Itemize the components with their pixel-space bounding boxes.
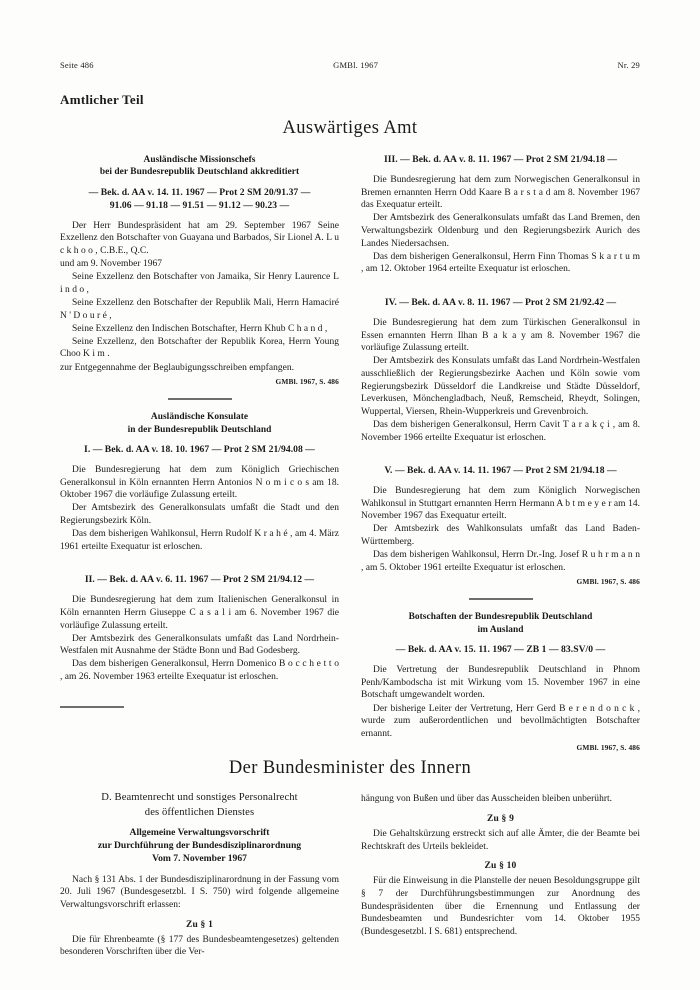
heading-konsulate [60, 411, 339, 436]
paragraph: Der Amtsbezirk des Konsulats umfaßt das Land Nordrhein-Westfalen ausschließlich der Regierungsbezirke Aachen und Köln sowie vom Regierungsbezirk Düsseldorf die Landkreise und Städte Düsseldorf, Leverkusen, Mönchengladbach, Neuß, Remscheid, Rheydt, Solingen, Wuppertal, Viersen, Rhein-Wupperkreis und Grevenbroich. [361, 356, 640, 417]
subject-heading-line1: D. Beamtenrecht und sonstiges Personalrecht [101, 792, 298, 804]
paragraph: Die Vertretung der Bundesrepublik Deutschland in Phnom Penh/Kambodscha ist mit Wirkung vom 15. November 1967 in eine Botschaft umgewandelt worden. [361, 665, 640, 701]
paragraph: zur Entgegennahme der Beglaubigungsschreiben empfangen. [60, 362, 295, 373]
two-column-layout-lower [60, 791, 640, 958]
source-attribution: GMBl. 1967, S. 486 [576, 743, 640, 753]
paragraph: Der Amtsbezirk des Wahlkonsulats umfaßt das Land Baden-Württemberg. [361, 524, 640, 548]
organization-title-auswaertiges-amt: Auswärtiges Amt [282, 118, 418, 138]
heading-konsulate-line2: in der Bundesrepublik Deutschland [127, 424, 272, 435]
paragraph: Der Amtsbezirk des Generalkonsulats umfaßt das Land Bremen, den Verwaltungsbezirk Oldenburg und den Regierungsbezirk Aurich des Landes Niedersachsen. [361, 213, 640, 249]
paragraph: Die für Ehrenbeamte (§ 177 des Bundesbeamtengesetzes) geltenden besonderen Vorschriften über die Ver- [60, 934, 339, 958]
paragraph-marker-1: Zu § 1 [185, 919, 214, 930]
heading-missionschefs-line1: Ausländische Missionschefs [143, 155, 256, 165]
paragraph: Die Bundesregierung hat dem zum Türkischen Generalkonsul in Essen ernannten Herrn Ilhan B a k a y am 8. November 1967 die vorläufige Zulassung erteilt. [361, 317, 640, 354]
heading-missionschefs-line2: bei der Bundesrepublik Deutschland akkreditiert [99, 167, 300, 178]
regulation-title-line2: zur Durchführung der Bundesdisziplinarordnung [97, 839, 302, 851]
heading-botschaften [361, 611, 640, 636]
bek-line2: 91.06 — 91.18 — 91.51 — 91.12 — 90.23 — [109, 199, 290, 211]
paragraph: Der Amtsbezirk des Generalkonsulats umfaßt das Land Nordrhein-Westfalen mit Ausnahme der Städte Bonn und Bad Godesberg. [60, 633, 339, 657]
paragraph: Die Bundesregierung hat dem zum Norwegischen Generalkonsul in Bremen ernannten Herrn Odd Kaare B a r s t a d am 8. November 1967 das Exequatur erteilt. [361, 174, 640, 211]
bek-reference-item-3: III. — Bek. d. AA v. 8. 11. 1967 — Prot 2 SM 21/94.18 — [383, 154, 618, 165]
regulation-title-line1: Allgemeine Verwaltungsvorschrift [129, 826, 270, 838]
left-column-upper [60, 145, 339, 712]
paragraph-marker-10: Zu § 10 [484, 861, 517, 872]
spacer [361, 444, 640, 457]
paragraph: Der bisherige Leiter der Vertretung, Herr Gerd B e r e n d o n c k , wurde zum außerordentlichen und bevollmächtigten Botschafter ernannt. [361, 703, 640, 739]
paragraph: und am 9. November 1967 [60, 259, 163, 270]
regulation-title [60, 827, 339, 866]
paragraph: Der Herr Bundespräsident hat am 29. September 1967 Seine Exzellenz den Botschafter von Guayana und Barbados, Sir Lionel A. L u c k h o o , C.B.E., Q.C. [60, 220, 339, 256]
section-divider-rule [168, 398, 232, 400]
paragraph: Die Bundesregierung hat dem zum Italienischen Generalkonsul in Köln ernannten Herrn Giuseppe C a s a l i am 6. November 1967 die vorläufige Zulassung erteilt. [60, 595, 339, 631]
page-content-area [60, 0, 640, 990]
gazette-title-center: GMBl. 1967 [333, 60, 379, 70]
bek-reference-item-5: V. — Bek. d. AA v. 14. 11. 1967 — Prot 2 SM 21/94.18 — [384, 465, 617, 477]
bek-reference-item-4: IV. — Bek. d. AA v. 8. 11. 1967 — Prot 2 SM 21/92.42 — [384, 296, 617, 308]
bek-reference-missionschefs [60, 187, 339, 213]
paragraph: Die Bundesregierung hat dem zum Königlich Norwegischen Wahlkonsul in Stuttgart ernannten Herrn Hermann A b t m e y e r am 14. November 1967 das Exequatur erteilt. [361, 486, 640, 522]
organization-title-bundesminister-innern: Der Bundesminister des Innern [228, 758, 472, 779]
page-number-left: Seite 486 [60, 60, 94, 70]
issue-number-right: Nr. 29 [617, 60, 640, 70]
heading-botschaften-line1: Botschaften der Bundesrepublik Deutschland [408, 612, 593, 623]
paragraph: Seine Exzellenz den Botschafter der Republik Mali, Herrn Hamaciré N ' D o u r é , [60, 297, 339, 321]
bek-line1: — Bek. d. AA v. 14. 11. 1967 — Prot 2 SM 20/91.37 — [88, 186, 311, 198]
paragraph: Der Amtsbezirk des Generalkonsulats umfaßt die Stadt und den Regierungsbezirk Köln. [60, 503, 339, 526]
subject-heading-line2: des öffentlichen Dienstes [144, 806, 255, 818]
paragraph: hängung von Bußen und über das Ausscheiden bleiben unberührt. [361, 794, 613, 805]
section-divider-rule [469, 598, 533, 600]
two-column-layout-upper [60, 145, 640, 752]
column-end-divider-rule [60, 706, 124, 708]
right-column-upper [361, 145, 640, 752]
paragraph: Für die Einweisung in die Planstelle der neuen Besoldungsgruppe gilt § 7 der Durchführungsbestimmungen zur Anordnung des Bundespräsidenten über die Ernennung und Entlassung der Bundesbeamten und Bundesrichter vom 14. Oktober 1955 (Bundesgesetzbl. I S. 681) entsprechend. [361, 876, 640, 937]
right-column-lower [361, 791, 640, 938]
spacer [60, 553, 339, 566]
running-head [60, 0, 640, 70]
paragraph: Die Bundesregierung hat dem zum Königlich Griechischen Generalkonsul in Köln ernannten Herrn Antonios N o m i c o s am 18. Oktober 1967 die vorläufige Zulassung erteilt. [60, 464, 339, 501]
regulation-date: Vom 7. November 1967 [152, 852, 247, 864]
source-attribution: GMBl. 1967, S. 486 [576, 577, 640, 587]
paragraph: Das dem bisherigen Wahlkonsul, Herrn Dr.-Ing. Josef R u h r m a n n , am 5. Oktober 1961 erteilte Exequatur ist erloschen. [361, 550, 640, 573]
paragraph: Seine Exzellenz, den Botschafter der Republik Korea, Herrn Young Choo K i m . [60, 336, 339, 360]
bek-reference-item-1: I. — Bek. d. AA v. 18. 10. 1967 — Prot 2 SM 21/94.08 — [84, 444, 315, 455]
paragraph: Das dem bisherigen Generalkonsul, Herrn Cavit T a r a k ç i , am 8. November 1966 erteilte Exequatur ist erloschen. [361, 419, 640, 443]
source-attribution: GMBl. 1967, S. 486 [275, 377, 339, 387]
paragraph: Das dem bisherigen Generalkonsul, Herrn Finn Thomas S k a r t u m , am 12. Oktober 1964 erteilte Exequatur ist erloschen. [361, 251, 640, 275]
left-column-lower [60, 791, 339, 958]
part-title: Amtlicher Teil [60, 92, 144, 107]
subject-heading [60, 791, 339, 819]
bek-reference-item-2: II. — Bek. d. AA v. 6. 11. 1967 — Prot 2 SM 21/94.12 — [84, 574, 315, 586]
paragraph: Das dem bisherigen Generalkonsul, Herrn Domenico B o c c h e t t o , am 26. November 1963 erteilte Exequatur ist erloschen. [60, 659, 339, 682]
spacer [361, 276, 640, 289]
paragraph: Die Gehaltskürzung erstreckt sich auf alle Ämter, die der Beamte bei Rechtskraft des Urteils bekleidet. [361, 829, 640, 852]
paragraph: Nach § 131 Abs. 1 der Bundesdisziplinarordnung in der Fassung vom 20. Juli 1967 (Bundesgesetzbl. I S. 750) wird folgende allgemeine Verwaltungsvorschrift erlassen: [60, 874, 339, 910]
paragraph: Das dem bisherigen Wahlkonsul, Herrn Rudolf K r a h é , am 4. März 1961 erteilte Exequatur ist erloschen. [60, 529, 339, 552]
paragraph: Seine Exzellenz den Botschafter von Jamaika, Sir Henry Laurence L i n d o , [60, 272, 339, 295]
paragraph: Seine Exzellenz den Indischen Botschafter, Herrn Khub C h a n d , [72, 323, 328, 334]
heading-botschaften-line2: im Ausland [477, 624, 524, 635]
bek-reference-botschaften: — Bek. d. AA v. 15. 11. 1967 — ZB 1 — 83.SV/0 — [395, 644, 606, 656]
heading-missionschefs [60, 154, 339, 179]
heading-konsulate-line1: Ausländische Konsulate [150, 412, 249, 423]
paragraph-marker-9: Zu § 9 [486, 814, 515, 825]
